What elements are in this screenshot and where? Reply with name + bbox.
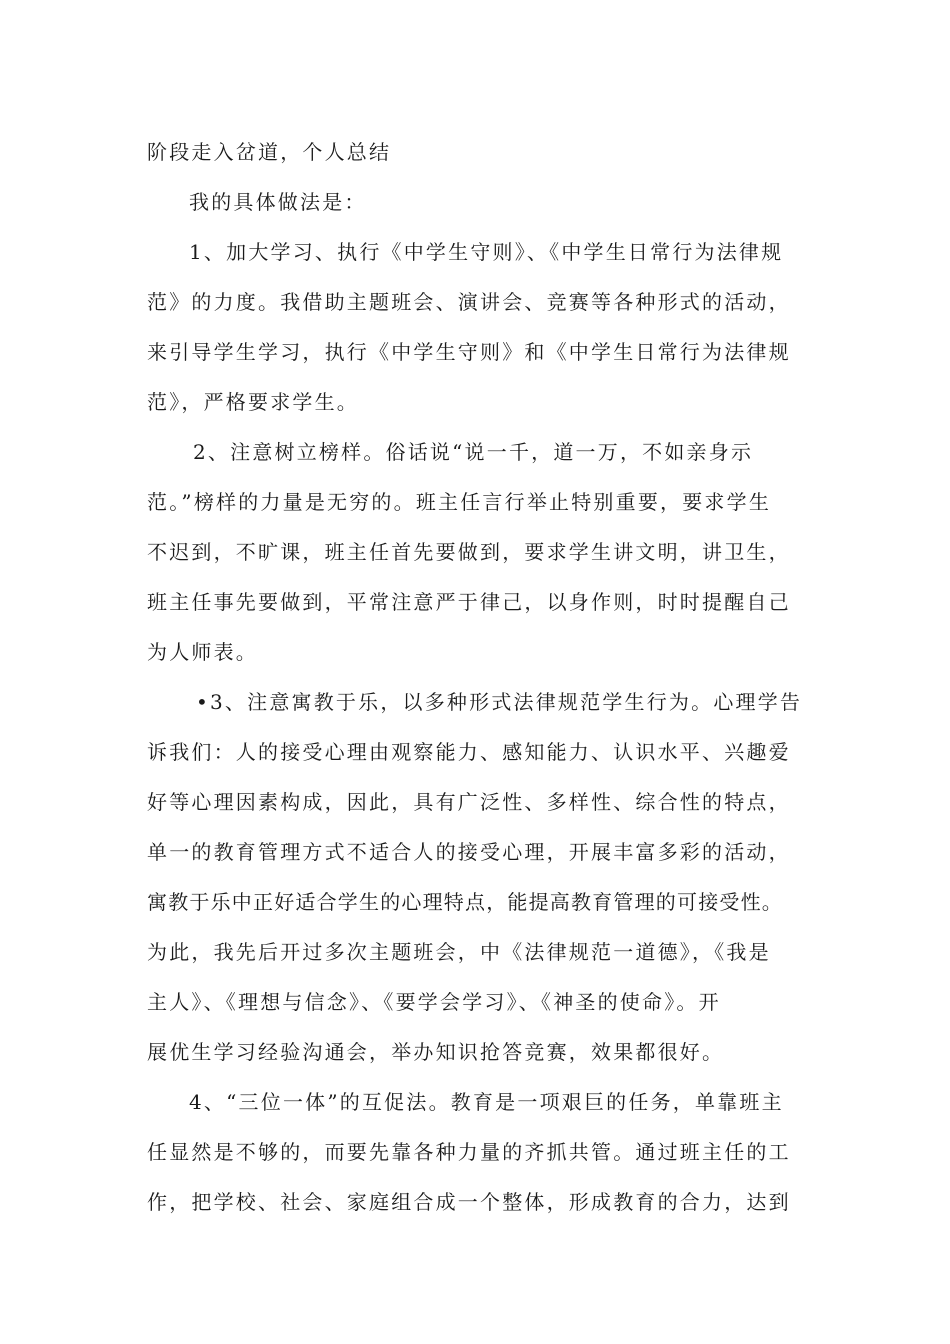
text-line: 好等心理因素构成，因此，具有广泛性、多样性、综合性的特点， (147, 790, 791, 814)
text-line: 诉我们：人的接受心理由观察能力、感知能力、认识水平、兴趣爱 (147, 740, 791, 764)
text-line: 范》，严格要求学生。 (147, 390, 359, 414)
text-line: 为此，我先后开过多次主题班会，中《法律规范一道德》，《我是 (147, 940, 771, 964)
text-line: 任显然是不够的，而要先靠各种力量的齐抓共管。通过班主任的工 (147, 1140, 791, 1164)
text-line: 单一的教育管理方式不适合人的接受心理，开展丰富多彩的活动， (147, 840, 791, 864)
text-line: 范》的力度。我借助主题班会、演讲会、竞赛等各种形式的活动， (147, 290, 791, 314)
text-line: 范。”榜样的力量是无穷的。班主任言行举止特别重要，要求学生 (147, 490, 772, 514)
text-line: 主人》、《理想与信念》、《要学会学习》、《神圣的使命》。开 (147, 990, 721, 1014)
text-line: •3、注意寓教于乐，以多种形式法律规范学生行为。心理学告 (196, 690, 803, 714)
text-line: 为人师表。 (147, 640, 258, 664)
text-line: 展优生学习经验沟通会，举办知识抢答竞赛，效果都很好。 (147, 1040, 725, 1064)
text-line: 寓教于乐中正好适合学生的心理特点，能提高教育管理的可接受性。 (147, 890, 783, 914)
text-line: 来引导学生学习，执行《中学生守则》和《中学生日常行为法律规 (147, 340, 791, 364)
text-line: 不迟到，不旷课，班主任首先要做到，要求学生讲文明，讲卫生， (147, 540, 791, 564)
text-line: 2、注意树立榜样。俗话说“说一千，道一万，不如亲身示 (193, 440, 754, 464)
text-line: 阶段走入岔道，个人总结 (147, 140, 392, 164)
text-line: 班主任事先要做到，平常注意严于律己，以身作则，时时提醒自己 (147, 590, 791, 614)
text-line: 1、加大学习、执行《中学生守则》、《中学生日常行为法律规 (189, 240, 784, 264)
text-line: 作，把学校、社会、家庭组合成一个整体，形成教育的合力，达到 (147, 1190, 791, 1214)
text-line: 我的具体做法是： (189, 190, 367, 214)
text-line: 4、“三位一体”的互促法。教育是一项艰巨的任务，单靠班主 (189, 1090, 784, 1114)
